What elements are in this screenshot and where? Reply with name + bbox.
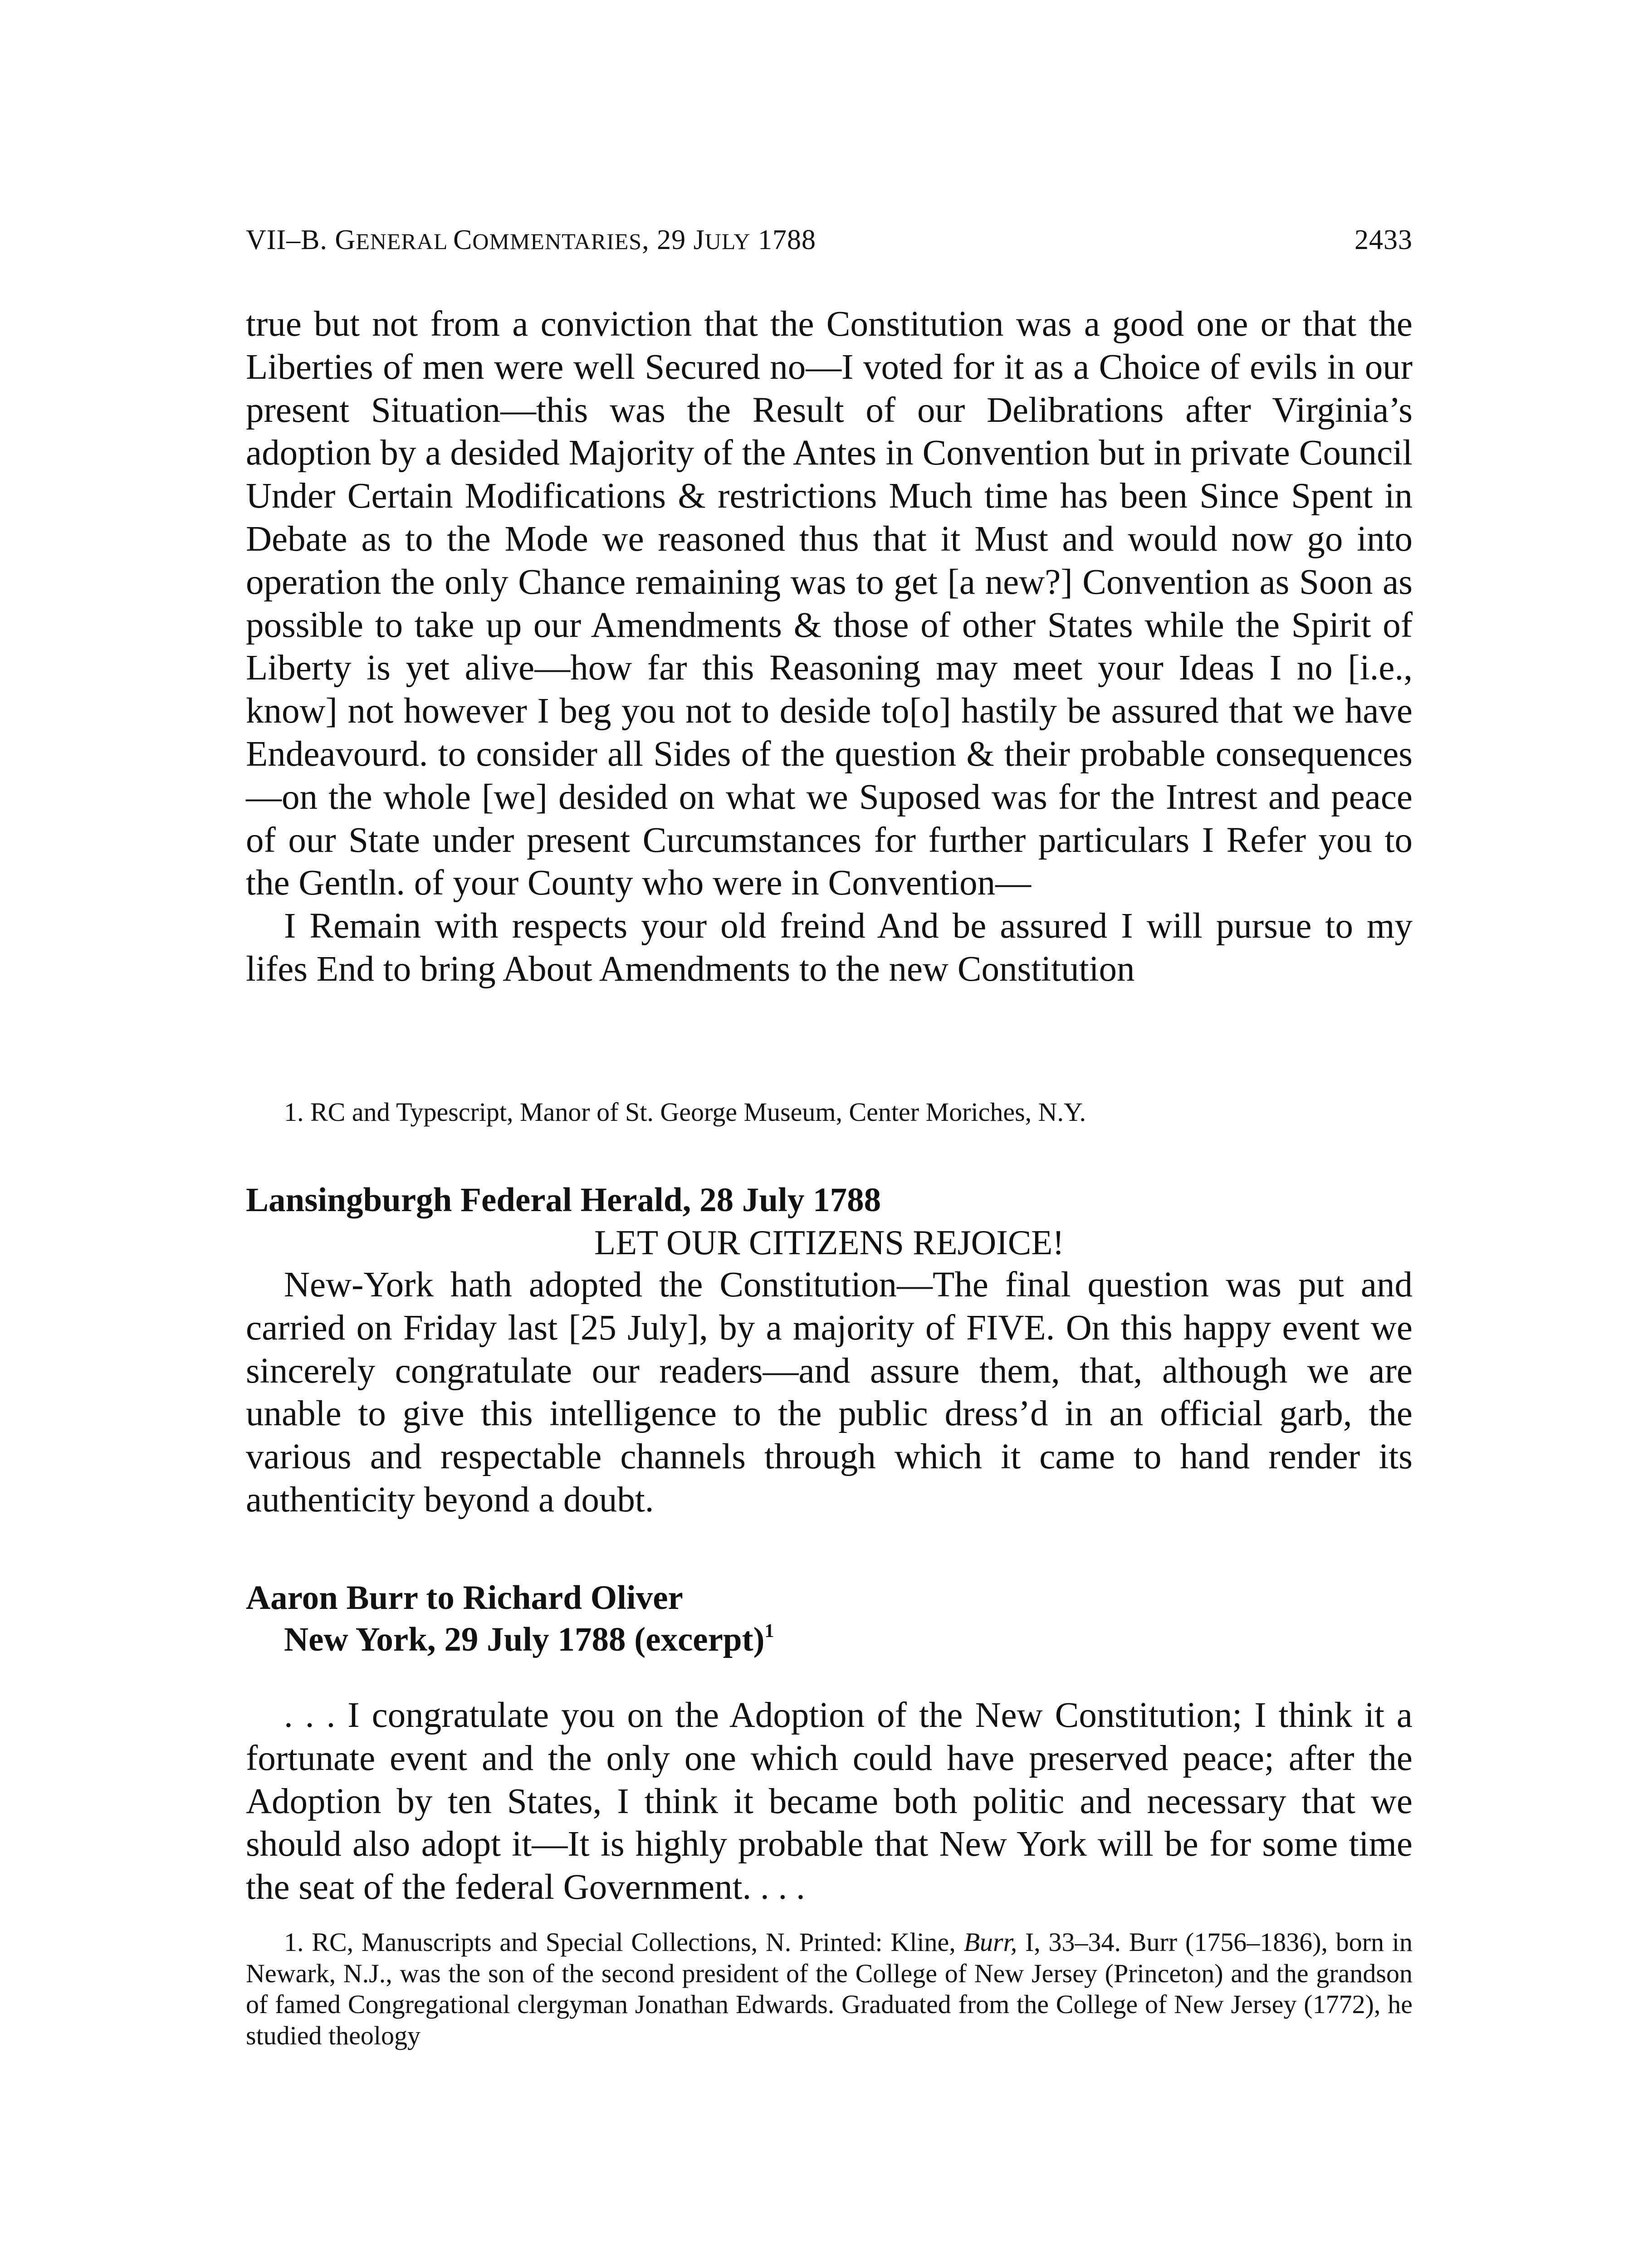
letter-continuation xyxy=(246,303,1413,991)
page-number: 2433 xyxy=(1354,225,1413,255)
herald-heading: Lansingburgh Federal Herald, 28 July 1788 xyxy=(246,1181,881,1219)
burr-heading-line-1: Aaron Burr to Richard Oliver xyxy=(246,1579,683,1617)
letter-footnote xyxy=(246,1097,1413,1128)
letter-paragraph-1: true but not from a conviction that the Constitution was a good one or that the Liberties of men were well Secured no—I voted for it as a Choice of evils in our present Situation—this was the Result of our Delibrations after Virginia’s adoption by a desided Majority of the Antes in Convention but in private Council Under Certain Modifications & restrictions Much time has been Since Spent in Debate as to the Mode we reasoned thus that it Must and would now go into operation the only Chance remaining was to get [a new?] Convention as Soon as possible to take up our Amendments & those of other States while the Spirit of Liberty is yet alive—how far this Reasoning may meet your Ideas I no [i.e., know] not however I beg you not to deside to[o] hastily be assured that we have Endeavourd. to consider all Sides of the question & their probable consequences—on the whole [we] desided on what we Suposed was for the Intrest and peace of our State under present Curcumstances for further particulars I Refer you to the Gentln. of your County who were in Convention— xyxy=(246,304,1413,903)
burr-letter xyxy=(246,1694,1413,1909)
running-head-title: VII–B. GENERAL COMMENTARIES, 29 JULY 1788 xyxy=(246,225,816,255)
running-head xyxy=(246,220,1413,260)
burr-footnote-text: 1. RC, Manuscripts and Special Collections, N. Printed: Kline, Burr, I, 33–34. Burr (1756–1836), born in Newark, N.J., was the son of the second president of the College of New Jersey (Princeton) and the grandson of famed Congregational clergyman Jonathan Edwards. Graduated from the College of New Jersey (1772), he studied theology xyxy=(246,1927,1413,2050)
footnote-ref: 1 xyxy=(764,1621,774,1642)
burr-paragraph: . . . I congratulate you on the Adoption of the New Constitution; I think it a fortunate event and the only one which could have preserved peace; after the Adoption by ten States, I think it became both politic and necessary that we should also adopt it—It is highly probable that New York will be for some time the seat of the federal Government. . . . xyxy=(246,1696,1413,1907)
herald-section xyxy=(246,1179,1413,1522)
burr-footnote xyxy=(246,1927,1413,2051)
herald-title: LET OUR CITIZENS REJOICE! xyxy=(594,1223,1064,1262)
herald-paragraph: New-York hath adopted the Constitution—The final question was put and carried on Friday last [25 July], by a majority of FIVE. On this happy event we sincerely congratulate our readers—and assure them, that, although we are unable to give this intelligence to the public dress’d in an official garb, the various and respectable channels through which it came to hand render its authenticity beyond a doubt. xyxy=(246,1265,1413,1520)
footnote-1: 1. RC and Typescript, Manor of St. George Museum, Center Moriches, N.Y. xyxy=(284,1097,1086,1127)
burr-heading-line-2: New York, 29 July 1788 (excerpt)$^1$ xyxy=(284,1621,774,1658)
burr-section xyxy=(246,1577,1413,1661)
letter-paragraph-2: I Remain with respects your old freind And be assured I will pursue to my lifes End to bring About Amendments to the new Constitution xyxy=(246,906,1413,989)
